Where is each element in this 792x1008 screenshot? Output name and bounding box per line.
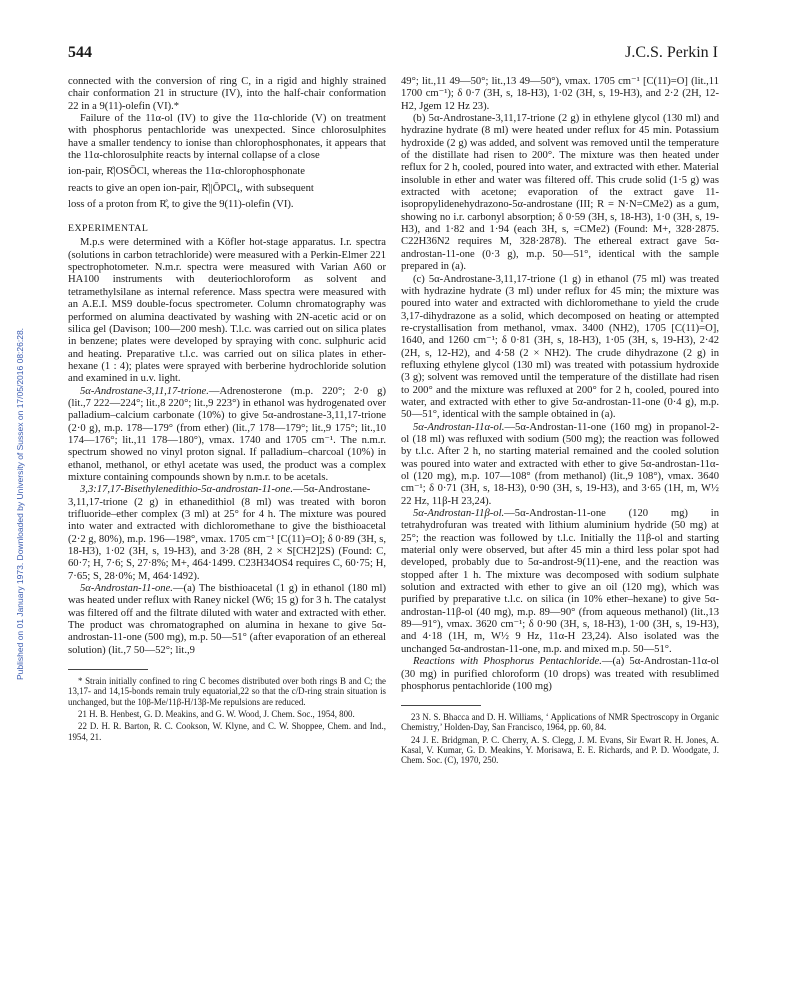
procedure-text: —(a) The bisthioacetal (1 g) in ethanol (180 ml) was heated under reflux with Raney nickel (W6; 15 g) for 3 h. The catalyst was filtered off and the filtrate diluted with water and extracted with ether. The product was chromatographed on alumina in hexane to give 5α-androstan-11-one (500 mg), m.p. 50—51° (after evaporation of an ethereal solution) (lit.,7 50—52°; lit.,9 — [68, 583, 386, 656]
compound-title: 5α-Androstan-11β-ol. — [413, 508, 505, 520]
footnote-star: * Strain initially confined to ring C becomes distributed over both rings B and C; the 13,17- and 14,15-bonds remain truly equatorial,22 so that the c/D-ring strain situation is unchanged, but the 10β-Me/11β-H/13β-Me repulsions are reduced. — [68, 676, 386, 707]
ion-pair-formula: loss of a proton from R̊, to give the 9(11)-olefin (VI). — [68, 199, 294, 211]
download-notice-link[interactable]: Published on 01 January 1973. Downloaded by University of Sussex on 17/05/2016 08:26:28. — [15, 327, 25, 680]
procedure-androstanone — [68, 583, 386, 657]
intro-paragraph: Failure of the 11α-ol (IV) to give the 11α-chloride (V) on treatment with phosphorus pentachloride was unexpected. Since chlorosulphites have a smaller tendency to ionise than chlorophosphonates, it appears that the 11α-chlorosulphite reacts by internal collapse of a close — [68, 113, 386, 162]
left-column — [68, 76, 386, 744]
journal-name: J.C.S. Perkin I — [625, 44, 718, 61]
right-column — [401, 76, 719, 768]
procedure-trione — [68, 386, 386, 485]
page-header — [68, 44, 718, 66]
page-number: 544 — [68, 44, 92, 61]
procedure-continued: 49°; lit.,11 49—50°; lit.,13 49—50°), νmax. 1705 cm⁻¹ [C(11)=O] (lit.,11 1700 cm⁻¹); δ 0·7 (3H, s, 18-H3), 1·02 (3H, s, 19-H3), and 2·2 (2H, 12-H2, Jgem 12 Hz 23). — [401, 76, 719, 112]
experimental-general: M.p.s were determined with a Köfler hot-stage apparatus. I.r. spectra (solutions in carbon tetrachloride) were measured with a Perkin-Elmer 221 spectrophotometer. N.m.r. spectra were measured with Varian A60 or HA100 instruments with deuteriochloroform as solvent and tetramethylsilane as internal reference. Mass spectra were measured with an A.E.I. MS9 double-focus spectrometer. Column chromatography was performed on alumina deactivated by washing with 2N-acetic acid or on silica gel (Davison; 100—200 mesh). T.l.c. was carried out on silica plates in benzene; plates were developed by spraying with conc. sulphuric acid and heating. Preparative t.l.c. was carried out on silica plates in ether-hexane (1 : 4); plates were sprayed with berberine hydrochloride solution and examined in u.v. light. — [68, 237, 386, 385]
procedure-text: —5α-Androstan-11-one (160 mg) in propanol-2-ol (18 ml) was refluxed with sodium (500 mg); the reaction was followed by t.l.c. After 2 h, no starting material remained and the cooled solution was poured into water and extracted with ether to give 5α-androstan-11α-ol (120 mg), m.p. 107—108° (from methanol) (lit.,9 108°), νmax. 3640 cm⁻¹; δ 0·71 (3H, s, 18-H3), 0·90 (3H, s, 19-H3), and 3·65 (1H, m, W½ 22 Hz, 11β-H 23,24). — [401, 421, 719, 507]
footnote-rule — [401, 705, 481, 706]
procedure-c: (c) 5α-Androstane-3,11,17-trione (1 g) in ethanol (75 ml) was treated with hydrazine hydrate (3 ml) under reflux for 45 min; the mixture was poured into water and extracted with dichloromethane to yield the crude 3,17-dihydrazone as a solid, which decomposed on heating or attempted re-crystallisation from methanol, νmax. 3400 (NH2), 1705 [C(11)=O], 1640, and 1260 cm⁻¹; δ 0·81 (3H, s, 18-H3), 1·05 (3H, s, 19-H3), 2·42 (2H, s, 12-H2), and 4·58 (2 × NH2). The crude dihydrazone (2 g) in refluxing ethylene glycol (130 ml) was treated with potassium hydroxide (3 g); solvent was removed until the temperature of the distillate had risen to 200° and the mixture was refluxed at 200° for 2 h, cooled, poured into water, and extracted with ether to give 5α-androstan-11-one (0·4 g), m.p. 50—51°, identical with the sample obtained in (a). — [401, 273, 719, 421]
reference-22: 22 D. H. R. Barton, R. C. Cookson, W. Klyne, and C. W. Shoppee, Chem. and Ind., 1954, 21. — [68, 721, 386, 742]
procedure-text: —5α-Androstane-3,11,17-trione (2 g) in ethanedithiol (8 ml) was treated with boron trifluoride–ether complex (3 ml) at 25° for 4 h. The mixture was poured into water and extracted with dichloromethane to give the bisthioacetal (2·2 g, 80%), m.p. 196—198°, νmax. 1705 cm⁻¹ [C(11)=O]; δ 0·89 (3H, s, 18-H3), 1·02 (3H, s, 19-H3), and 3·28 (8H, 2 × S[CH2]2S) (Found: C, 60·7; H, 7·6; S, 27·8%; M+, 464·1499. C23H34OS4 requires C, 60·75; H, 7·65; S, 28·0%; M, 464·1492). — [68, 484, 386, 582]
reference-24: 24 J. E. Bridgman, P. C. Cherry, A. S. Clegg, J. M. Evans, Sir Ewart R. H. Jones, A. Kasal, V. Kumar, G. D. Meakins, Y. Morisawa, E. E. Richards, and P. D. Woodgate, J. Chem. Soc. (C), 1970, 250. — [401, 734, 719, 766]
download-sidebar — [4, 170, 25, 680]
procedure-bisacetal — [68, 484, 386, 583]
reference-21: 21 H. B. Henbest, G. D. Meakins, and G. W. Wood, J. Chem. Soc., 1954, 800. — [78, 709, 355, 720]
compound-title: Reactions with Phosphorus Pentachloride. — [413, 656, 602, 668]
compound-title: 5α-Androstan-11α-ol. — [413, 421, 505, 433]
ion-pair-formula: reacts to give an open ion-pair, R̊||ŌPCl₄, with subsequent — [68, 182, 314, 194]
compound-title: 5α-Androstan-11-one. — [80, 583, 173, 595]
procedure-b: (b) 5α-Androstane-3,11,17-trione (2 g) in ethylene glycol (130 ml) and hydrazine hydrate (8 ml) were heated under reflux for 45 min. Potassium hydroxide (2 g) was added, and solvent was removed until the temperature of the distillate had risen to 200°. The mixture was then heated under reflux for 2 h, cooled, poured into water, and extracted with ether. Material insoluble in ether and water was filtered off. This crude solid (1·5 g) was extracted with acetone; evaporation of the extract gave 11-isopropylidenehydrazono-5α-androstane (III; R = N·N=CMe2) as a gum, showing no i.r. carbonyl absorption; δ 0·59 (3H, s, 18-H3), 1·0 (3H, s, 19-H3), and 1·82 and 1·94 (each 3H, s, =CMe2) (Found: M+, 328·2875. C22H36N2 requires M, 328·2878). The ethereal extract gave 5α-androstan-11-one (0·3 g), m.p. 50—51°, identical with the sample prepared in (a). — [401, 113, 719, 273]
reference-23: 23 N. S. Bhacca and D. H. Williams, ‘ Applications of NMR Spectroscopy in Organic Chemistry,’ Holden-Day, San Francisco, 1964, pp. 60, 84. — [401, 712, 719, 733]
procedure-text: —(a) 5α-Androstan-11α-ol (30 mg) in purified chloroform (10 drops) was treated with resublimed phosphorus pentachloride (100 mg) — [401, 656, 719, 692]
experimental-heading: EXPERIMENTAL — [68, 223, 149, 235]
procedure-text: —5α-Androstan-11-one (120 mg) in tetrahydrofuran was treated with lithium aluminium hydride (50 mg) at 25°; the reaction was followed by t.l.c. Initially the 11β-ol and starting material only were observed, but after 45 min a third less polar spot had developed, probably due to 5α-androst-9(11)-ene, and the reaction was stopped after 1 h. The mixture was decomposed with sodium sulphate solution and extracted with ether to give an oil (120 mg), which was purified by preparative t.l.c. on silica (in 10% ether–hexane) to give 5α-androstan-11β-ol (40 mg), m.p. 89—90° (from aqueous methanol) (lit.,13 89—91°), νmax. 3620 cm⁻¹; δ 0·90 (3H, s, 18-H3), 1·00 (3H, s, 19-H3), and 4·18 (1H, m, W½ 9 Hz, 11α-H 23,24). Also isolated was the unchanged 5α-androstan-11-one, m.p. and mixed m.p. 50—51°. — [401, 508, 719, 655]
procedure-text: —Adrenosterone (m.p. 220°; 2·0 g) (lit.,7 222—224°; lit.,8 220°; lit.,9 223°) in ethanol was hydrogenated over palladium–calcium carbonate (10%) to give 5α-androstane-3,11,17-trione (2·0 g), m.p. 178—179° (from ether) (lit.,7 178—179°; lit.,9 175°; lit.,10 174—176°; lit.,11 178—180°), νmax. 1740 and 1705 cm⁻¹. The n.m.r. spectrum showed no vinyl proton signal. If palladium–charcoal (10%) in ethanol, methanol, or ethyl acetate was used, the product was a complex mixture containing compounds shown by n.m.r. to be acetals. — [68, 385, 386, 483]
procedure-pcl5 — [401, 656, 719, 693]
intro-paragraph: connected with the conversion of ring C, in a rigid and highly strained chair conformation 21 in structure (IV), into the half-chair conformation 22 in a 9(11)-olefin (VI).* — [68, 76, 386, 112]
footnote-rule — [68, 669, 148, 670]
procedure-11a-ol — [401, 422, 719, 508]
compound-title: 3,3:17,17-Bisethylenedithio-5α-androstan-11-one. — [80, 484, 293, 496]
ion-pair-formula: ion-pair, R̊|OSŌCl, whereas the 11α-chlorophosphonate — [68, 166, 305, 178]
compound-title: 5α-Androstane-3,11,17-trione. — [80, 385, 209, 397]
procedure-11b-ol — [401, 508, 719, 656]
